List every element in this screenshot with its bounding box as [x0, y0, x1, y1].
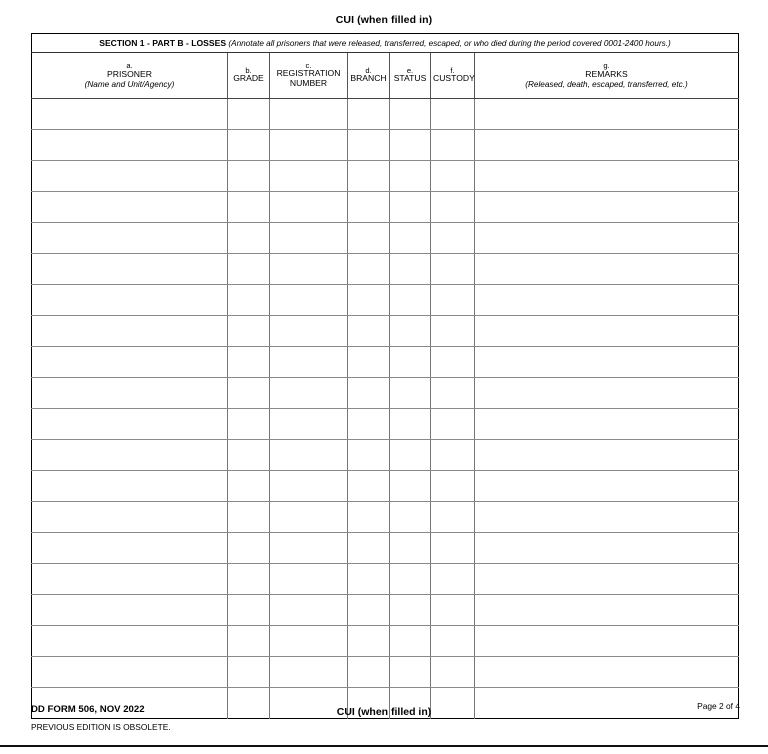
- table-row: [32, 130, 739, 161]
- section-header-row: [32, 34, 739, 53]
- form-identifier: DD FORM 506, NOV 2022: [31, 704, 145, 715]
- cell-grade[interactable]: [228, 533, 270, 564]
- cell-registration-number[interactable]: [270, 347, 348, 378]
- column-header-remarks: [475, 53, 739, 99]
- cell-custody[interactable]: [431, 223, 475, 254]
- column-header-row: [32, 53, 739, 99]
- table-row: [32, 471, 739, 502]
- column-header-branch: [348, 53, 390, 99]
- cell-registration-number[interactable]: [270, 440, 348, 471]
- cell-branch[interactable]: [348, 502, 390, 533]
- cell-registration-number[interactable]: [270, 254, 348, 285]
- column-sub-remarks: (Released, death, escaped, transferred, etc.): [525, 79, 688, 89]
- cell-branch[interactable]: [348, 564, 390, 595]
- cell-branch[interactable]: [348, 378, 390, 409]
- cell-custody[interactable]: [431, 285, 475, 316]
- cell-status[interactable]: [390, 471, 431, 502]
- cell-remarks[interactable]: [475, 378, 739, 409]
- cell-registration-number[interactable]: [270, 223, 348, 254]
- cell-status[interactable]: [390, 223, 431, 254]
- table-row: [32, 533, 739, 564]
- cell-status[interactable]: [390, 192, 431, 223]
- cell-prisoner[interactable]: [32, 626, 228, 657]
- cell-remarks[interactable]: [475, 626, 739, 657]
- losses-table: [31, 33, 739, 719]
- table-row: [32, 657, 739, 688]
- cell-grade[interactable]: [228, 378, 270, 409]
- cell-grade[interactable]: [228, 626, 270, 657]
- column-letter-g: g.: [603, 60, 610, 70]
- table-row: [32, 285, 739, 316]
- cell-custody[interactable]: [431, 502, 475, 533]
- cell-prisoner[interactable]: [32, 471, 228, 502]
- cell-branch[interactable]: [348, 161, 390, 192]
- cell-grade[interactable]: [228, 161, 270, 192]
- cell-branch[interactable]: [348, 130, 390, 161]
- cell-prisoner[interactable]: [32, 595, 228, 626]
- cell-prisoner[interactable]: [32, 657, 228, 688]
- column-header-grade: [228, 53, 270, 99]
- column-name-registration: REGISTRATION: [276, 68, 341, 79]
- cell-registration-number[interactable]: [270, 99, 348, 130]
- cell-registration-number[interactable]: [270, 595, 348, 626]
- cell-branch[interactable]: [348, 595, 390, 626]
- cell-prisoner[interactable]: [32, 161, 228, 192]
- cell-custody[interactable]: [431, 533, 475, 564]
- column-letter-a: a.: [126, 60, 133, 70]
- cell-grade[interactable]: [228, 564, 270, 595]
- cell-custody[interactable]: [431, 564, 475, 595]
- previous-edition-notice: PREVIOUS EDITION IS OBSOLETE.: [31, 722, 171, 732]
- cell-remarks[interactable]: [475, 564, 739, 595]
- cell-grade[interactable]: [228, 502, 270, 533]
- section-title: SECTION 1 - PART B - LOSSES: [99, 38, 227, 48]
- cell-branch[interactable]: [348, 440, 390, 471]
- cell-prisoner[interactable]: [32, 99, 228, 130]
- cell-branch[interactable]: [348, 285, 390, 316]
- cell-prisoner[interactable]: [32, 533, 228, 564]
- cell-prisoner[interactable]: [32, 285, 228, 316]
- cell-prisoner[interactable]: [32, 316, 228, 347]
- table-row: [32, 347, 739, 378]
- column-name-branch: BRANCH: [350, 73, 387, 84]
- column-letter-f: f.: [450, 65, 455, 75]
- cell-remarks[interactable]: [475, 223, 739, 254]
- cell-status[interactable]: [390, 657, 431, 688]
- cell-branch[interactable]: [348, 626, 390, 657]
- cui-banner-top: CUI (when filled in): [335, 14, 433, 26]
- bottom-rule: [0, 745, 768, 747]
- cell-status[interactable]: [390, 378, 431, 409]
- cell-registration-number[interactable]: [270, 564, 348, 595]
- table-row: [32, 254, 739, 285]
- table-row: [32, 378, 739, 409]
- table-row: [32, 626, 739, 657]
- cell-remarks[interactable]: [475, 347, 739, 378]
- column-name-remarks: REMARKS: [585, 68, 628, 79]
- cell-grade[interactable]: [228, 223, 270, 254]
- cell-registration-number[interactable]: [270, 285, 348, 316]
- cell-registration-number[interactable]: [270, 192, 348, 223]
- cell-registration-number[interactable]: [270, 626, 348, 657]
- cell-grade[interactable]: [228, 595, 270, 626]
- cell-registration-number[interactable]: [270, 471, 348, 502]
- cell-custody[interactable]: [431, 471, 475, 502]
- cell-grade[interactable]: [228, 440, 270, 471]
- cell-status[interactable]: [390, 409, 431, 440]
- cell-prisoner[interactable]: [32, 564, 228, 595]
- cell-registration-number[interactable]: [270, 502, 348, 533]
- cell-custody[interactable]: [431, 192, 475, 223]
- cell-status[interactable]: [390, 595, 431, 626]
- cell-remarks[interactable]: [475, 595, 739, 626]
- cell-custody[interactable]: [431, 254, 475, 285]
- cell-status[interactable]: [390, 316, 431, 347]
- cell-branch[interactable]: [348, 99, 390, 130]
- column-header-custody: [431, 53, 475, 99]
- cell-remarks[interactable]: [475, 285, 739, 316]
- cell-grade[interactable]: [228, 409, 270, 440]
- cell-status[interactable]: [390, 533, 431, 564]
- table-row: [32, 409, 739, 440]
- cell-registration-number[interactable]: [270, 161, 348, 192]
- column-letter-e: e.: [406, 65, 414, 75]
- section-note: (Annotate all prisoners that were released, transferred, escaped, or who died during the period covered 0001-2400 hours.): [228, 39, 671, 48]
- cell-grade[interactable]: [228, 99, 270, 130]
- column-name-grade: GRADE: [233, 73, 264, 84]
- column-header-status: [390, 53, 431, 99]
- cell-prisoner[interactable]: [32, 192, 228, 223]
- cell-remarks[interactable]: [475, 254, 739, 285]
- cell-custody[interactable]: [431, 130, 475, 161]
- cell-remarks[interactable]: [475, 657, 739, 688]
- table-row: [32, 161, 739, 192]
- cui-banner-bottom: CUI (when filled in): [336, 706, 432, 718]
- column-letter-d: d.: [365, 65, 372, 75]
- cell-branch[interactable]: [348, 471, 390, 502]
- cell-status[interactable]: [390, 130, 431, 161]
- table-row: [32, 502, 739, 533]
- cell-status[interactable]: [390, 254, 431, 285]
- cell-grade[interactable]: [228, 130, 270, 161]
- cell-registration-number[interactable]: [270, 316, 348, 347]
- cell-status[interactable]: [390, 440, 431, 471]
- cell-remarks[interactable]: [475, 192, 739, 223]
- cell-status[interactable]: [390, 347, 431, 378]
- cell-registration-number[interactable]: [270, 533, 348, 564]
- cell-registration-number[interactable]: [270, 130, 348, 161]
- cell-remarks[interactable]: [475, 161, 739, 192]
- cell-grade[interactable]: [228, 657, 270, 688]
- cell-branch[interactable]: [348, 533, 390, 564]
- cell-prisoner[interactable]: [32, 409, 228, 440]
- table-row: [32, 316, 739, 347]
- cell-status[interactable]: [390, 285, 431, 316]
- cell-branch[interactable]: [348, 254, 390, 285]
- cell-grade[interactable]: [228, 471, 270, 502]
- cell-custody[interactable]: [431, 161, 475, 192]
- column-letter-b: b.: [245, 65, 252, 75]
- page-number-label: Page 2 of 4: [697, 701, 740, 711]
- column-name-status: STATUS: [393, 73, 427, 84]
- cell-registration-number[interactable]: [270, 409, 348, 440]
- cell-custody[interactable]: [431, 347, 475, 378]
- cell-branch[interactable]: [348, 347, 390, 378]
- table-row: [32, 595, 739, 626]
- table-row: [32, 564, 739, 595]
- cell-remarks[interactable]: [475, 316, 739, 347]
- cell-remarks[interactable]: [475, 130, 739, 161]
- table-row: [32, 440, 739, 471]
- cell-remarks[interactable]: [475, 533, 739, 564]
- cell-status[interactable]: [390, 99, 431, 130]
- cell-prisoner[interactable]: [32, 440, 228, 471]
- cell-remarks[interactable]: [475, 99, 739, 130]
- cell-prisoner[interactable]: [32, 502, 228, 533]
- cell-custody[interactable]: [431, 99, 475, 130]
- cell-custody[interactable]: [431, 378, 475, 409]
- table-row: [32, 223, 739, 254]
- cell-custody[interactable]: [431, 440, 475, 471]
- cell-branch[interactable]: [348, 192, 390, 223]
- cell-remarks[interactable]: [475, 409, 739, 440]
- cell-branch[interactable]: [348, 657, 390, 688]
- cell-status[interactable]: [390, 564, 431, 595]
- cell-grade[interactable]: [228, 192, 270, 223]
- cell-remarks[interactable]: [475, 471, 739, 502]
- cell-prisoner[interactable]: [32, 130, 228, 161]
- cell-custody[interactable]: [431, 626, 475, 657]
- cell-prisoner[interactable]: [32, 254, 228, 285]
- table-row: [32, 99, 739, 130]
- cell-custody[interactable]: [431, 657, 475, 688]
- table-body: [32, 34, 739, 719]
- cell-registration-number[interactable]: [270, 657, 348, 688]
- cell-prisoner[interactable]: [32, 223, 228, 254]
- cell-grade[interactable]: [228, 285, 270, 316]
- cell-status[interactable]: [390, 502, 431, 533]
- cell-status[interactable]: [390, 161, 431, 192]
- column-name-number: NUMBER: [289, 78, 328, 89]
- table-row: [32, 192, 739, 223]
- cell-branch[interactable]: [348, 409, 390, 440]
- section-header-cell: [32, 34, 739, 53]
- column-letter-c: c.: [305, 60, 312, 70]
- column-header-registration-number: [270, 53, 348, 99]
- cell-grade[interactable]: [228, 254, 270, 285]
- cell-custody[interactable]: [431, 316, 475, 347]
- cell-prisoner[interactable]: [32, 378, 228, 409]
- cell-branch[interactable]: [348, 223, 390, 254]
- column-name-custody: CUSTODY: [433, 73, 475, 84]
- cell-remarks[interactable]: [475, 440, 739, 471]
- cell-custody[interactable]: [431, 595, 475, 626]
- cell-grade[interactable]: [228, 347, 270, 378]
- column-header-prisoner: [32, 53, 228, 99]
- cell-remarks[interactable]: [475, 502, 739, 533]
- column-sub-prisoner: (Name and Unit/Agency): [84, 79, 175, 89]
- cell-branch[interactable]: [348, 316, 390, 347]
- cell-prisoner[interactable]: [32, 347, 228, 378]
- cell-custody[interactable]: [431, 409, 475, 440]
- cell-grade[interactable]: [228, 316, 270, 347]
- column-name-prisoner: PRISONER: [107, 68, 152, 79]
- cell-status[interactable]: [390, 626, 431, 657]
- cell-registration-number[interactable]: [270, 378, 348, 409]
